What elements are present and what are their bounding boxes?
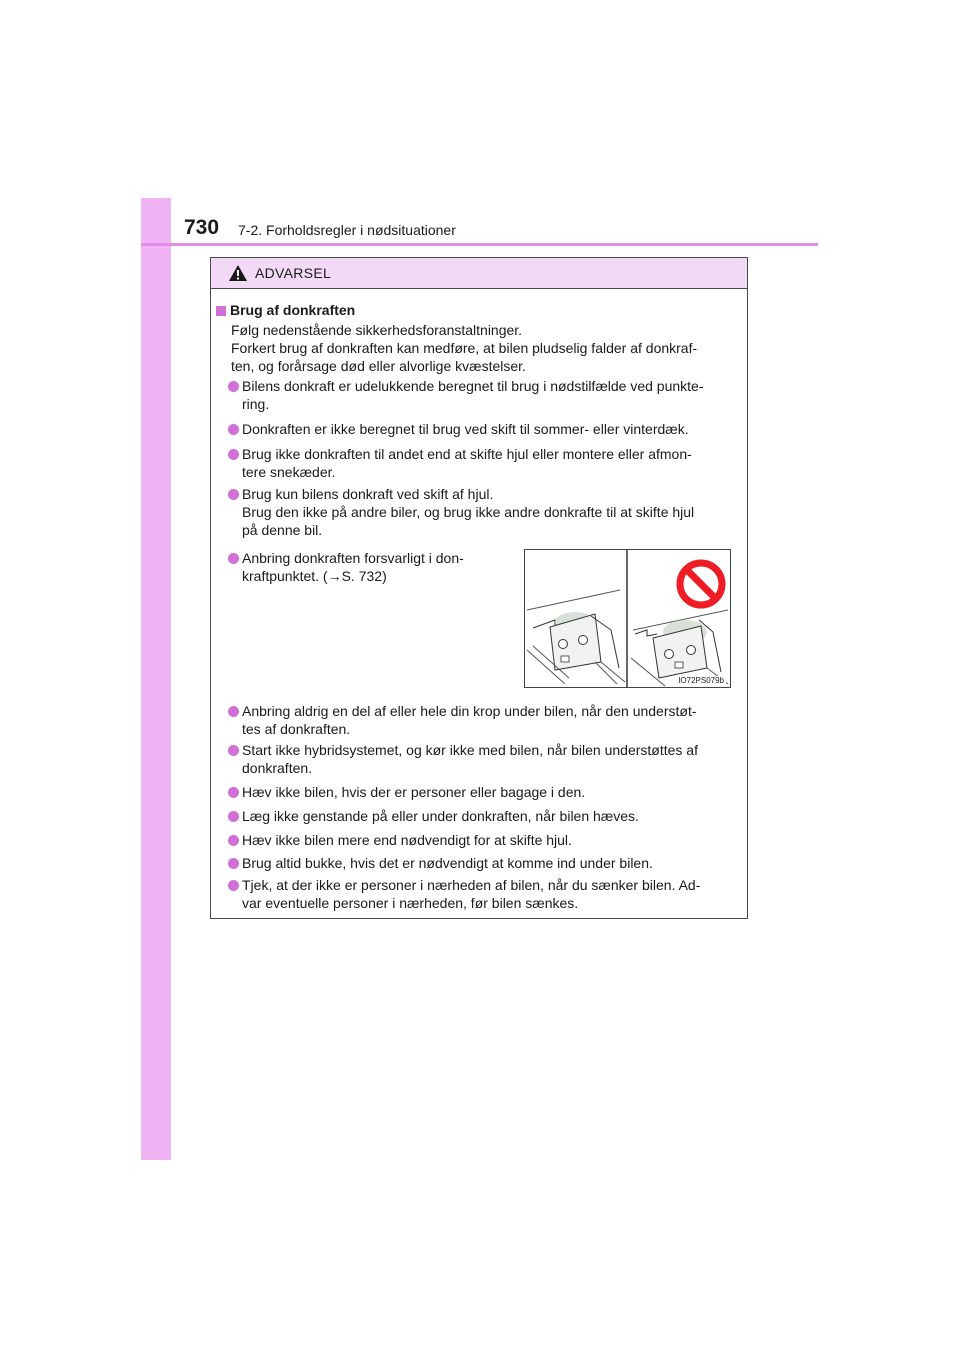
bullet-dot (228, 449, 239, 460)
warning-label: ADVARSEL (255, 265, 332, 281)
bullet-line: kraftpunktet. (→S. 732) (242, 568, 387, 584)
bullet-line: Tjek, at der ikke er personer i nærheden af bilen, når du sænker bilen. Ad- (242, 877, 701, 893)
bullet-item (216, 485, 743, 539)
section-heading-text: Brug af donkraften (230, 302, 356, 318)
bullet-dot (228, 706, 239, 717)
bullet-line: Start ikke hybridsystemet, og kør ikke med bilen, når bilen understøttes af (242, 742, 698, 758)
bullet-dot (228, 553, 239, 564)
bullet-dot (228, 811, 239, 822)
no-entry-icon (680, 563, 722, 605)
section-square-icon (216, 306, 226, 316)
bullet-dot (228, 745, 239, 756)
section-title: 7-2. Forholdsregler i nødsituationer (238, 222, 456, 238)
bullet-item (216, 445, 743, 481)
header-rule (141, 243, 818, 246)
intro-line: Forkert brug af donkraften kan medføre, at bilen pludselig falder af donkraf- (231, 340, 698, 356)
bullet-line: Brug ikke donkraften til andet end at skifte hjul eller montere eller afmon- (242, 446, 692, 462)
bullet-item (216, 831, 743, 849)
bullet-line: Donkraften er ikke beregnet til brug ved skift til sommer- eller vinterdæk. (242, 421, 689, 437)
bullet-line: tes af donkraften. (242, 721, 351, 737)
bullet-line: Anbring aldrig en del af eller hele din krop under bilen, når den understøt- (242, 703, 697, 719)
bullet-line: Hæv ikke bilen mere end nødvendigt for at skifte hjul. (242, 832, 572, 848)
jack-placement-illustration (524, 549, 731, 688)
intro-line: ten, og forårsage død eller alvorlige kvæstelser. (231, 358, 526, 374)
bullet-dot (228, 835, 239, 846)
bullet-dot (228, 424, 239, 435)
bullet-item (216, 783, 743, 801)
bullet-dot (228, 489, 239, 500)
bullet-item (216, 876, 743, 912)
bullet-item (216, 854, 743, 872)
intro-line: Følg nedenstående sikkerhedsforanstaltninger. (231, 322, 523, 338)
bullet-line: ring. (242, 396, 270, 412)
warning-box (210, 257, 748, 919)
bullet-line: donkraften. (242, 760, 313, 776)
illustration-code: IO72PS079b (678, 676, 724, 685)
jack-diagram (525, 550, 730, 687)
bullet-line: Brug kun bilens donkraft ved skift af hjul. (242, 486, 494, 502)
bullet-line: Læg ikke genstande på eller under donkraften, når bilen hæves. (242, 808, 639, 824)
bullet-line: var eventuelle personer i nærheden, før bilen sænkes. (242, 895, 579, 911)
bullet-line: på denne bil. (242, 522, 323, 538)
bullet-dot (228, 787, 239, 798)
bullet-line: Brug altid bukke, hvis det er nødvendigt at komme ind under bilen. (242, 855, 653, 871)
bullet-dot (228, 381, 239, 392)
bullet-item (216, 420, 743, 438)
chapter-side-strip (141, 198, 171, 1160)
bullet-item (216, 549, 506, 585)
page-number: 730 (184, 216, 220, 239)
bullet-line: tere snekæder. (242, 464, 336, 480)
warning-triangle-icon (228, 264, 248, 282)
section-heading (216, 301, 355, 319)
bullet-item (216, 807, 743, 825)
bullet-item (216, 702, 743, 738)
bullet-line: Brug den ikke på andre biler, og brug ikke andre donkrafte til at skifte hjul (242, 504, 695, 520)
intro-text (231, 321, 743, 375)
bullet-line: Hæv ikke bilen, hvis der er personer eller bagage i den. (242, 784, 586, 800)
warning-header (211, 258, 747, 289)
bullet-line: Bilens donkraft er udelukkende beregnet til brug i nødstilfælde ved punkte- (242, 378, 704, 394)
bullet-dot (228, 880, 239, 891)
bullet-line: Anbring donkraften forsvarligt i don- (242, 550, 464, 566)
bullet-item (216, 741, 743, 777)
bullet-item (216, 377, 743, 413)
bullet-dot (228, 858, 239, 869)
